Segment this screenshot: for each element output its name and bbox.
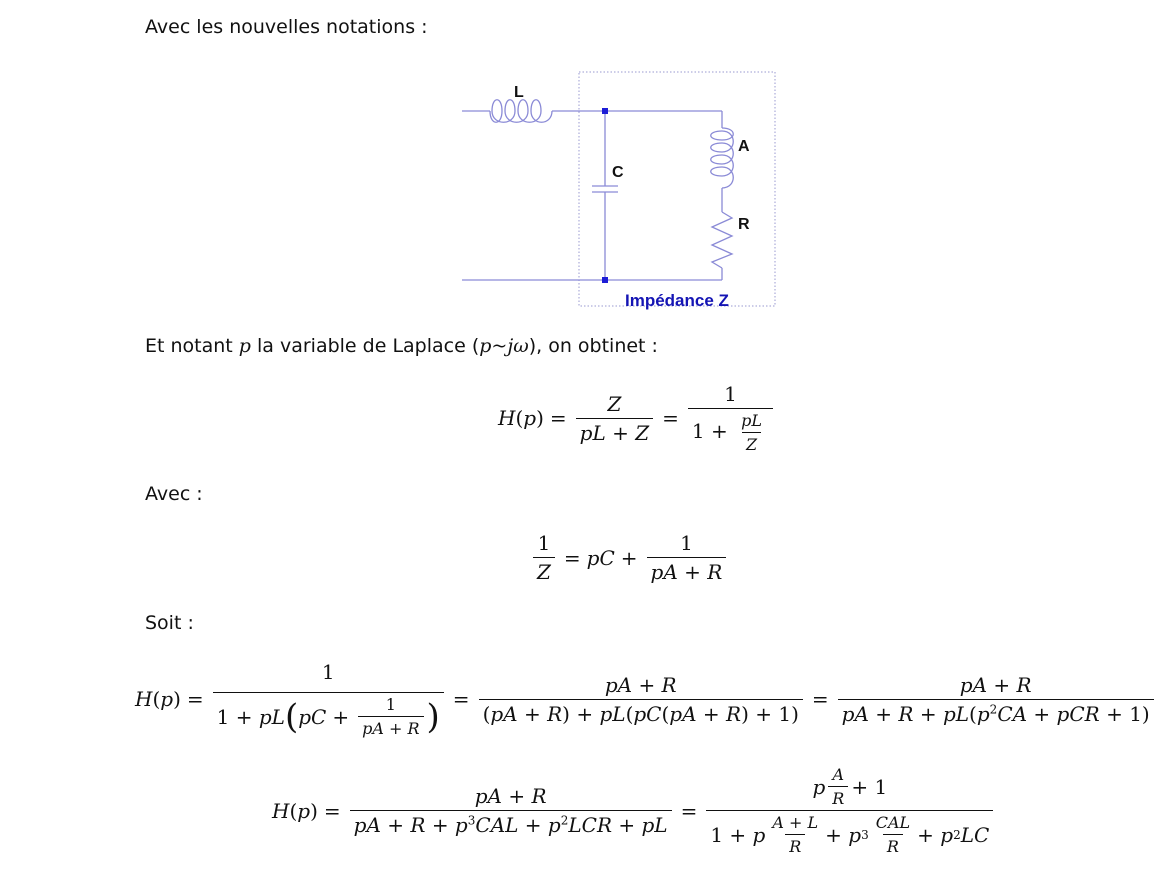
equation-hp-z: H ( p ) = $\frac{Z}{pL + Z}$ = 1 1 + $\frac{pL}{Z}$ — [498, 382, 776, 454]
label-R: R — [738, 216, 750, 233]
resistor-R — [712, 212, 732, 268]
laplace-mid: la variable de Laplace ( — [250, 335, 480, 357]
laplace-expr: p~jω — [479, 335, 529, 357]
soit-text: Soit : — [145, 612, 194, 634]
equation-one-over-z: $\frac{1}{Z}$ = pC + $\frac{1}{pA + R}$ — [530, 531, 729, 584]
avec-text: Avec : — [145, 483, 203, 505]
label-L: L — [514, 84, 524, 101]
inductor-L — [490, 100, 552, 123]
label-C: C — [612, 164, 624, 181]
equation-hp-final: H ( p ) = $\frac{pA + R}{pA + R + p^3CAL + p^2LCR + pL}$ = p $\frac{A}{R}$ + 1 1 + p $\frac{A + L}{R}$ + p 3 $\frac{\text{CAL}}{R}$ + p 2 LC — [272, 765, 996, 856]
laplace-text — [145, 335, 658, 357]
label-impedance: Impédance Z — [625, 291, 729, 310]
label-A: A — [738, 138, 750, 155]
laplace-suffix: ), on obtinet : — [528, 335, 658, 357]
laplace-var: p — [238, 335, 251, 357]
node-bottom — [602, 277, 608, 283]
intro-text: Avec les nouvelles notations : — [145, 16, 428, 38]
laplace-prefix: Et notant — [145, 335, 239, 357]
impedance-box — [579, 72, 775, 306]
node-top — [602, 108, 608, 114]
equation-hp-expanded: H ( p ) = 1 1 + pL ( pC + $\frac{1}{pA + R}$ ) = $\frac{pA + R}{(pA + R) + pL(pC(pA + R) + 1)}$ = $\frac{pA + R}{pA + R + pL(p^2CA + pCR + 1)}$ — [135, 660, 1157, 738]
circuit-diagram — [0, 0, 1176, 320]
inductor-A — [711, 128, 734, 188]
